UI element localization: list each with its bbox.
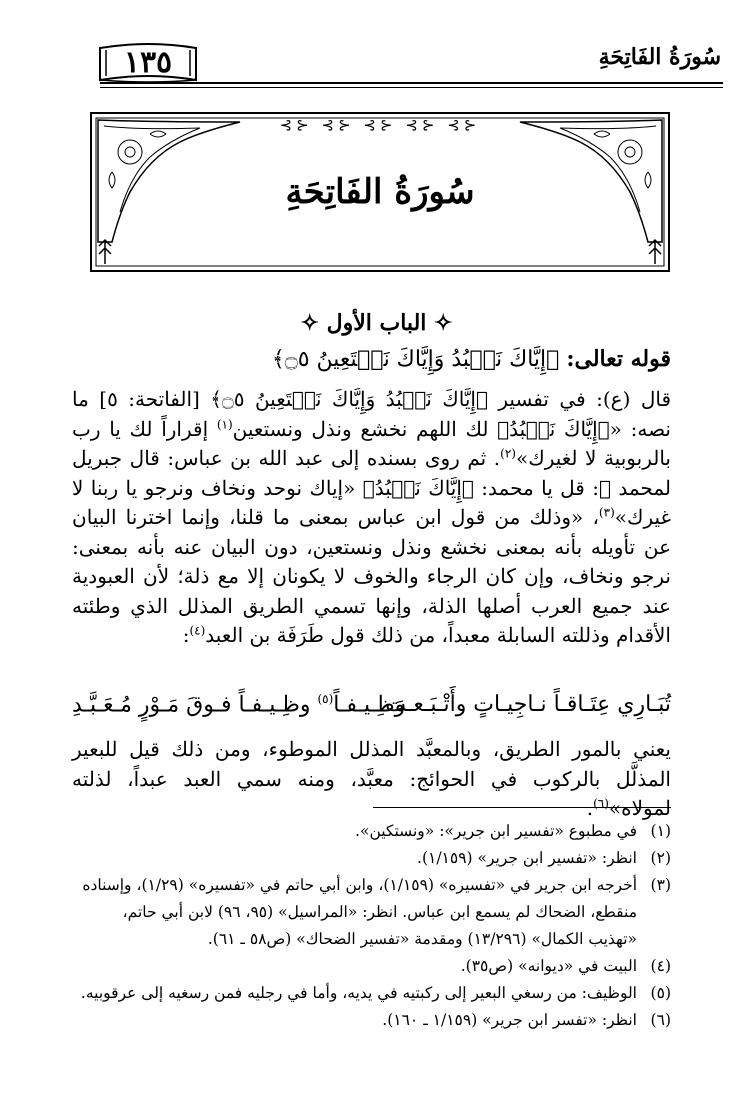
- surah-title-frame: [90, 112, 670, 272]
- running-title: سُورَةُ الفَاتِحَةِ: [598, 44, 721, 70]
- poem-hemistich-first: تُبَـارِي عِتَـاقـاً نـاجِيـاتٍ وأَتْـبَـعـت: [385, 692, 671, 717]
- footnote-ref[interactable]: (٤): [189, 623, 206, 638]
- footnote-number: (٤): [650, 957, 671, 975]
- page-number: ١٣٥: [123, 45, 173, 80]
- footnote: [72, 845, 671, 872]
- footnotes: [72, 818, 671, 1034]
- footnote: [72, 872, 671, 953]
- footnote-ref[interactable]: (٥): [317, 692, 334, 706]
- poem-verse: [72, 692, 671, 728]
- page-number-box: [98, 42, 198, 84]
- footnote-number: (٥): [650, 984, 671, 1002]
- verse-line: [80, 346, 671, 372]
- text-run: وَظِـيـفـاً: [333, 692, 406, 718]
- text-run: . ثم روى بسنده إلى عبد الله بن عباس: قال جبريل لمحمد ﷺ: قل يا محمد: ﴿إِيَّاكَ نَعۡبُدُ﴾ «إياك نوحد ونخاف ونرجو يا ربنا لا غيرك»: [72, 446, 671, 529]
- footnote: [72, 953, 671, 980]
- poem-hemistich-second: [72, 692, 405, 717]
- footnote: [72, 818, 671, 845]
- footnote: [72, 1007, 671, 1034]
- footnote-number: (٣): [650, 876, 671, 894]
- header-rule: [100, 82, 723, 88]
- chapter-heading: ✧ الباب الأول ✧: [300, 310, 453, 336]
- footnote-text: انظر: «تفسر ابن جرير» (١/١٥٩ ـ ١٦٠).: [382, 1011, 637, 1029]
- footnote-number: (٢): [650, 849, 671, 867]
- footnote: [72, 980, 671, 1007]
- footnote-text: الوظيف: من رسغي البعير إلى ركبتيه في يديه، وأما في رجليه فمن رسغيه إلى عرقوبيه.: [80, 984, 637, 1002]
- footnote-rule: [373, 807, 671, 808]
- text-run: إقراراً لك يا رب بالربوبية لا لغيرك»: [72, 416, 671, 470]
- footnote-ref[interactable]: (١): [216, 416, 233, 431]
- footnote-ref[interactable]: (٢): [500, 446, 516, 461]
- text-run: .: [586, 796, 594, 820]
- footnote-ref[interactable]: (٦): [593, 796, 609, 811]
- footnote-text: البيت في «ديوانه» (ص٣٥).: [460, 957, 637, 975]
- footnote-ref[interactable]: (٣): [598, 505, 615, 520]
- commentary-paragraph: [72, 385, 671, 651]
- text-run: :: [182, 623, 190, 647]
- text-run: وظِـيـفـاً فـوقَ مَـوْرٍ مُـعَـبَّـدِ: [72, 692, 318, 718]
- footnote-text: أخرجه ابن جرير في «تفسيره» (١/١٥٩)، وابن أبي حاتم في «تفسيره» (١/٢٩)، وإسناده منقطع، الضحاك لم يسمع ابن عباس. انظر: «المراسيل» (٩٥، ٩٦) لابن أبي حاتم، «تهذيب الكمال» (١٣/٢٩٦) ومقدمة «تفسير الضحاك» (ص٥٨ ـ ٦١).: [82, 876, 637, 948]
- footnote-number: (١): [650, 822, 671, 840]
- text-run: ، «وذلك من قول ابن عباس بمعنى ما قلنا، وإنما اخترنا البيان عن تأويله بأنه بمعنى نخشع ونذل ونستعين، دون البيان عنه بأنه بمعنى: نرجو ونخاف، وإن كان الرجاء والخوف لا يكونان إلا مع ذلة؛ لأن العبودية عند جميع العرب أصلها الذلة، وإنها تسمي الطريق المذلل الذي وطئته الأقدام وذللته السابلة معبداً، من ذلك قول طَرَفَة بن العبد: [72, 505, 671, 647]
- text-run: قال (ع): في تفسير ﴿إِيَّاكَ نَعۡبُدُ وَإِيَّاكَ نَسۡتَعِينُ ۝٥﴾ [الفاتحة: ٥] ما نصه: «﴿إِيَّاكَ نَعۡبُدُ﴾ لك اللهم نخشع ونذل ونستعين: [72, 387, 672, 441]
- surah-title: سُورَةُ الفَاتِحَةِ: [285, 172, 475, 212]
- verse-label: قوله تعالى:: [566, 346, 671, 372]
- footnote-number: (٦): [650, 1011, 671, 1029]
- commentary-paragraph-2: [72, 735, 671, 824]
- ornament-row: ⊰⊱ ⊰⊱ ⊰⊱ ⊰⊱ ⊰⊱: [279, 116, 481, 134]
- footnote-text: انظر: «تفسير ابن جرير» (١/١٥٩).: [417, 849, 637, 867]
- footnote-text: في مطبوع «تفسير ابن جرير»: «ونستكين».: [355, 822, 637, 840]
- verse-text: ﴿إِيَّاكَ نَعۡبُدُ وَإِيَّاكَ نَسۡتَعِينُ ۝٥﴾: [271, 347, 560, 372]
- text-run: يعني بالمور الطريق، وبالمعبَّد المذلل الموطوء، ومن ذلك قيل للبعير المذلَّل بالركوب في الحوائج: معبَّد، ومنه سمي العبد عبداً، لذلته لمولاه»: [72, 737, 671, 820]
